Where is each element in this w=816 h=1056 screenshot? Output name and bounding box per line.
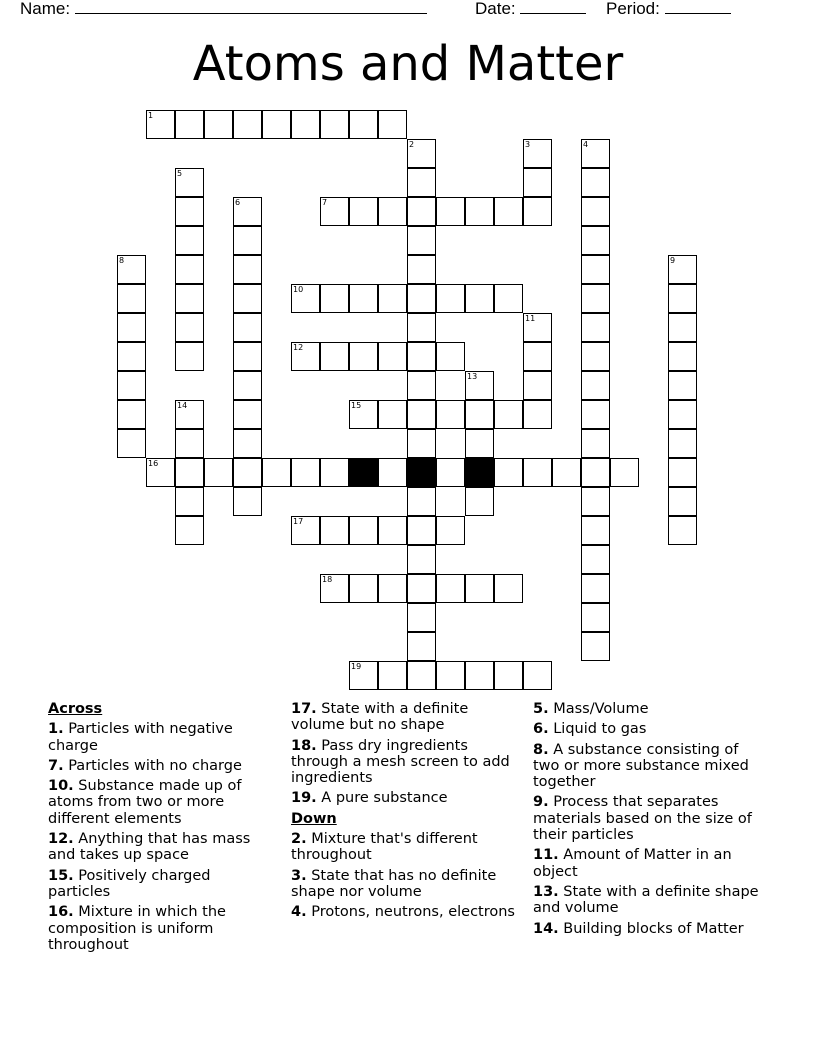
grid-cell[interactable]	[523, 342, 552, 371]
clue-number: 2.	[291, 831, 307, 848]
clue-number: 16.	[48, 904, 74, 921]
grid-cell[interactable]	[233, 342, 262, 371]
grid-cell[interactable]	[117, 429, 146, 458]
grid-cell[interactable]	[581, 603, 610, 632]
grid-cell[interactable]	[204, 110, 233, 139]
grid-cell[interactable]	[581, 197, 610, 226]
grid-cell[interactable]	[668, 313, 697, 342]
grid-cell[interactable]	[175, 458, 204, 487]
clue-number: 4.	[291, 904, 307, 921]
grid-cell[interactable]	[465, 400, 494, 429]
clue-text: Substance made up of atoms from two or more different elements	[48, 778, 242, 827]
grid-cell[interactable]	[378, 197, 407, 226]
grid-cell[interactable]	[175, 516, 204, 545]
clue-text: Process that separates materials based on the size of their particles	[533, 794, 752, 844]
grid-cell[interactable]	[320, 516, 349, 545]
grid-cell[interactable]	[175, 255, 204, 284]
name-label: Name:	[20, 0, 71, 18]
black-cell	[407, 458, 436, 487]
grid-cell[interactable]	[668, 516, 697, 545]
grid-cell[interactable]	[291, 110, 320, 139]
clues-column-1	[48, 701, 270, 957]
grid-cell[interactable]	[407, 197, 436, 226]
grid-cell[interactable]	[581, 545, 610, 574]
clue-across-17	[291, 701, 517, 734]
grid-cell[interactable]	[407, 313, 436, 342]
grid-cell[interactable]	[233, 371, 262, 400]
clue-down-5	[533, 701, 769, 717]
grid-cell[interactable]	[436, 197, 465, 226]
clue-down-11	[533, 847, 769, 880]
clue-text: Mass/Volume	[553, 701, 649, 717]
cell-number: 1	[148, 111, 154, 120]
grid-cell[interactable]	[233, 110, 262, 139]
clue-number: 15.	[48, 867, 74, 884]
grid-cell[interactable]	[349, 516, 378, 545]
grid-cell[interactable]	[407, 574, 436, 603]
clue-across-1	[48, 721, 270, 754]
grid-cell[interactable]	[407, 487, 436, 516]
grid-cell[interactable]	[668, 458, 697, 487]
grid-cell[interactable]	[204, 458, 233, 487]
grid-cell[interactable]	[233, 284, 262, 313]
grid-cell[interactable]	[581, 574, 610, 603]
clue-across-16	[48, 904, 270, 953]
cell-number: 4	[583, 140, 589, 149]
grid-cell[interactable]	[465, 284, 494, 313]
clue-text: Mixture in which the composition is uniform throughout	[48, 904, 226, 953]
cell-number: 19	[351, 662, 362, 671]
grid-cell[interactable]	[378, 110, 407, 139]
grid-cell[interactable]	[233, 429, 262, 458]
grid-cell[interactable]	[175, 429, 204, 458]
grid-cell[interactable]	[465, 661, 494, 690]
grid-cell[interactable]	[494, 661, 523, 690]
clue-across-12	[48, 831, 270, 864]
clue-number: 6.	[533, 721, 549, 738]
grid-cell[interactable]	[407, 429, 436, 458]
cell-number: 17	[293, 517, 304, 526]
clue-number: 12.	[48, 831, 74, 848]
clues-column-3	[533, 701, 769, 941]
cell-number: 18	[322, 575, 333, 584]
grid-cell[interactable]	[175, 487, 204, 516]
grid-cell[interactable]	[581, 458, 610, 487]
date-label: Date:	[475, 0, 516, 18]
grid-cell[interactable]	[610, 458, 639, 487]
grid-cell[interactable]	[378, 400, 407, 429]
clue-text: Particles with no charge	[68, 757, 242, 774]
clue-number: 18.	[291, 737, 317, 754]
clue-number: 5.	[533, 701, 549, 717]
grid-cell[interactable]	[117, 284, 146, 313]
cell-number: 2	[409, 140, 415, 149]
grid-cell[interactable]	[436, 516, 465, 545]
cell-number: 16	[148, 459, 159, 468]
grid-cell[interactable]	[262, 458, 291, 487]
grid-cell[interactable]	[552, 458, 581, 487]
clue-text: Mixture that's different throughout	[291, 831, 478, 864]
grid-cell[interactable]	[436, 661, 465, 690]
grid-cell[interactable]	[436, 400, 465, 429]
clue-text: Pass dry ingredients through a mesh screen to add ingredients	[291, 737, 510, 787]
grid-cell[interactable]	[407, 661, 436, 690]
grid-cell[interactable]	[581, 284, 610, 313]
grid-cell[interactable]	[175, 197, 204, 226]
grid-cell[interactable]	[523, 197, 552, 226]
clue-text: Liquid to gas	[553, 721, 647, 738]
clue-number: 3.	[291, 867, 307, 884]
cell-number: 7	[322, 198, 328, 207]
grid-cell[interactable]	[523, 400, 552, 429]
clue-down-3	[291, 868, 517, 901]
grid-cell[interactable]	[175, 342, 204, 371]
grid-cell[interactable]	[523, 661, 552, 690]
clue-number: 11.	[533, 847, 559, 864]
clue-across-19	[291, 790, 517, 806]
grid-cell[interactable]	[436, 342, 465, 371]
grid-cell[interactable]	[349, 284, 378, 313]
clue-text: State with a definite shape and volume	[533, 883, 759, 917]
clue-text: A substance consisting of two or more substance mixed together	[533, 741, 749, 791]
grid-cell[interactable]	[465, 487, 494, 516]
cell-number: 5	[177, 169, 183, 178]
clue-number: 9.	[533, 794, 549, 811]
grid-cell[interactable]	[494, 284, 523, 313]
grid-cell[interactable]	[581, 400, 610, 429]
cell-number: 11	[525, 314, 536, 323]
cell-number: 10	[293, 285, 304, 294]
grid-cell[interactable]	[291, 458, 320, 487]
grid-cell[interactable]	[175, 313, 204, 342]
clue-number: 10.	[48, 778, 74, 795]
grid-cell[interactable]	[581, 371, 610, 400]
clues-column-2	[291, 701, 517, 925]
grid-cell[interactable]	[668, 342, 697, 371]
clue-number: 8.	[533, 741, 549, 758]
grid-cell[interactable]	[378, 516, 407, 545]
clue-text: Building blocks of Matter	[563, 920, 744, 937]
grid-cell[interactable]	[581, 226, 610, 255]
clue-number: 17.	[291, 701, 317, 717]
grid-cell[interactable]	[407, 168, 436, 197]
grid-cell[interactable]	[407, 516, 436, 545]
grid-cell[interactable]	[581, 429, 610, 458]
grid-cell[interactable]	[117, 371, 146, 400]
grid-cell[interactable]	[407, 400, 436, 429]
grid-cell[interactable]	[233, 400, 262, 429]
grid-cell[interactable]	[581, 342, 610, 371]
grid-cell[interactable]	[407, 226, 436, 255]
clue-text: State that has no definite shape nor volume	[291, 867, 497, 900]
grid-cell[interactable]	[378, 284, 407, 313]
grid-cell[interactable]	[233, 313, 262, 342]
cell-number: 6	[235, 198, 241, 207]
grid-cell[interactable]	[581, 313, 610, 342]
cell-number: 15	[351, 401, 362, 410]
grid-cell[interactable]	[262, 110, 291, 139]
grid-cell[interactable]	[407, 371, 436, 400]
clue-text: Amount of Matter in an object	[533, 847, 732, 880]
grid-cell[interactable]	[233, 255, 262, 284]
grid-cell[interactable]	[378, 574, 407, 603]
clue-down-13	[533, 884, 769, 917]
grid-cell[interactable]	[523, 458, 552, 487]
cell-number: 3	[525, 140, 531, 149]
cell-number: 14	[177, 401, 188, 410]
grid-cell[interactable]	[233, 458, 262, 487]
clue-across-18	[291, 738, 517, 787]
clue-down-6	[533, 721, 769, 737]
grid-cell[interactable]	[175, 110, 204, 139]
clue-text: State with a definite volume but no shape	[291, 701, 469, 734]
clue-text: Protons, neutrons, electrons	[311, 904, 515, 921]
grid-cell[interactable]	[523, 371, 552, 400]
grid-cell[interactable]	[581, 487, 610, 516]
grid-cell[interactable]	[494, 197, 523, 226]
across-heading: Across	[48, 701, 103, 717]
cell-number: 12	[293, 343, 304, 352]
grid-cell[interactable]	[233, 226, 262, 255]
clue-across-10	[48, 778, 270, 827]
clue-number: 13.	[533, 883, 559, 900]
clue-text: A pure substance	[321, 790, 448, 807]
grid-cell[interactable]	[407, 545, 436, 574]
grid-cell[interactable]	[407, 284, 436, 313]
grid-cell[interactable]	[349, 197, 378, 226]
grid-cell[interactable]	[494, 574, 523, 603]
grid-cell[interactable]	[668, 487, 697, 516]
grid-cell[interactable]	[407, 632, 436, 661]
page-title: Atoms and Matter	[192, 36, 624, 92]
grid-cell[interactable]	[668, 284, 697, 313]
grid-cell[interactable]	[523, 168, 552, 197]
grid-cell[interactable]	[175, 284, 204, 313]
grid-cell[interactable]	[581, 516, 610, 545]
grid-cell[interactable]	[668, 400, 697, 429]
grid-cell[interactable]	[320, 284, 349, 313]
grid-cell[interactable]	[494, 400, 523, 429]
cell-number: 13	[467, 372, 478, 381]
clue-down-8	[533, 742, 769, 791]
grid-cell[interactable]	[407, 342, 436, 371]
grid-cell[interactable]	[117, 342, 146, 371]
grid-cell[interactable]	[378, 458, 407, 487]
black-cell	[349, 458, 378, 487]
clue-text: Anything that has mass and takes up space	[48, 831, 251, 864]
clue-down-4	[291, 904, 517, 920]
grid-cell[interactable]	[465, 429, 494, 458]
grid-cell[interactable]	[320, 342, 349, 371]
clue-down-9	[533, 794, 769, 843]
black-cell	[465, 458, 494, 487]
down-heading: Down	[291, 810, 337, 827]
grid-cell[interactable]	[117, 400, 146, 429]
clue-text: Positively charged particles	[48, 867, 211, 900]
grid-cell[interactable]	[320, 110, 349, 139]
grid-cell[interactable]	[581, 168, 610, 197]
grid-cell[interactable]	[233, 487, 262, 516]
clue-text: Particles with negative charge	[48, 721, 233, 754]
grid-cell[interactable]	[436, 458, 465, 487]
clue-number: 19.	[291, 790, 317, 807]
grid-cell[interactable]	[407, 255, 436, 284]
grid-cell[interactable]	[349, 110, 378, 139]
grid-cell[interactable]	[117, 313, 146, 342]
clue-number: 7.	[48, 757, 64, 774]
clue-down-2	[291, 831, 517, 864]
grid-cell[interactable]	[378, 342, 407, 371]
cell-number: 8	[119, 256, 125, 265]
clue-down-14	[533, 921, 769, 937]
clue-across-7	[48, 758, 270, 774]
grid-cell[interactable]	[668, 429, 697, 458]
grid-cell[interactable]	[581, 632, 610, 661]
clue-number: 14.	[533, 920, 559, 937]
grid-cell[interactable]	[436, 284, 465, 313]
grid-cell[interactable]	[436, 574, 465, 603]
grid-cell[interactable]	[349, 342, 378, 371]
grid-cell[interactable]	[494, 458, 523, 487]
grid-cell[interactable]	[175, 226, 204, 255]
grid-cell[interactable]	[465, 574, 494, 603]
grid-cell[interactable]	[407, 603, 436, 632]
grid-cell[interactable]	[668, 371, 697, 400]
grid-cell[interactable]	[378, 661, 407, 690]
grid-cell[interactable]	[581, 255, 610, 284]
clue-across-15	[48, 868, 270, 901]
grid-cell[interactable]	[320, 458, 349, 487]
cell-number: 9	[670, 256, 676, 265]
grid-cell[interactable]	[465, 197, 494, 226]
period-label: Period:	[606, 0, 660, 18]
clue-number: 1.	[48, 721, 64, 738]
grid-cell[interactable]	[349, 574, 378, 603]
